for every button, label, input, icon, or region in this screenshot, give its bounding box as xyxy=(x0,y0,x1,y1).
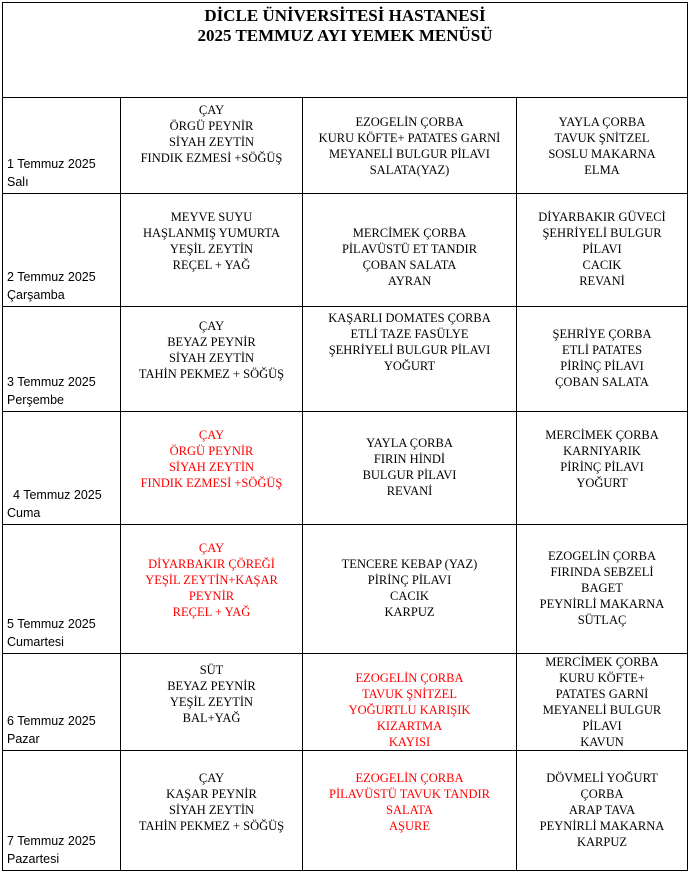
menu-item: PEYNİRLİ MAKARNA xyxy=(539,819,665,833)
dinner-cell xyxy=(517,307,688,412)
menu-title xyxy=(3,3,688,98)
menu-item: AYRAN xyxy=(387,274,432,288)
day-row xyxy=(3,194,688,307)
menu-item: HAŞLANMIŞ YUMURTA xyxy=(142,226,281,240)
menu-item: SÜT xyxy=(199,663,224,677)
date-text: 4 Temmuz 2025 xyxy=(13,488,102,502)
date-text: 5 Temmuz 2025 xyxy=(7,617,96,631)
weekday-text: Pazar xyxy=(7,732,40,746)
title-row xyxy=(3,3,688,98)
menu-item: SİYAH ZEYTİN xyxy=(168,460,255,474)
menu-item: REVANİ xyxy=(579,274,625,288)
menu-item: ÇAY xyxy=(198,771,225,785)
weekday-text: Cumartesi xyxy=(7,635,64,649)
menu-item: TENCERE KEBAP (YAZ) xyxy=(341,557,478,571)
menu-item: TAVUK ŞNİTZEL xyxy=(362,687,457,701)
date-cell xyxy=(3,194,121,307)
menu-item: SİYAH ZEYTİN xyxy=(168,803,255,817)
menu-item: BULGUR PİLAVI xyxy=(362,468,457,482)
menu-item: ÇAY xyxy=(198,319,225,333)
dinner-cell xyxy=(517,751,688,871)
menu-item: SÜTLAÇ xyxy=(577,613,627,627)
day-row xyxy=(3,751,688,871)
menu-item: FIRIN HİNDİ xyxy=(373,452,446,466)
title-line-1: DİCLE ÜNİVERSİTESİ HASTANESİ xyxy=(204,6,486,25)
date-cell xyxy=(3,525,121,654)
breakfast-cell xyxy=(121,654,303,751)
date-text: 7 Temmuz 2025 xyxy=(7,834,96,848)
menu-item: YAYLA ÇORBA xyxy=(558,115,646,129)
menu-item: AŞURE xyxy=(389,819,430,833)
breakfast-cell xyxy=(121,194,303,307)
weekday-text: Pazartesi xyxy=(7,852,60,866)
dinner-cell xyxy=(517,525,688,654)
lunch-cell xyxy=(303,751,517,871)
menu-item: PİRİNÇ PİLAVI xyxy=(367,573,452,587)
menu-item: SOSLU MAKARNA xyxy=(548,147,656,161)
menu-item: PİLAVÜSTÜ TAVUK TANDIR xyxy=(329,787,490,801)
dinner-cell xyxy=(517,654,688,751)
menu-item: KURU KÖFTE+ xyxy=(559,671,645,685)
menu-item: SALATA(YAZ) xyxy=(369,163,450,177)
menu-item: ŞEHRİYE ÇORBA xyxy=(552,327,652,341)
weekday-text: Çarşamba xyxy=(7,288,65,302)
menu-item: FINDIK EZMESİ +SÖĞÜŞ xyxy=(140,476,283,490)
menu-item: PİRİNÇ PİLAVI xyxy=(560,460,644,474)
day-row xyxy=(3,654,688,751)
menu-item: KARNIYARIK xyxy=(563,444,641,458)
date-text: 3 Temmuz 2025 xyxy=(7,375,96,389)
menu-item: ARAP TAVA xyxy=(568,803,636,817)
date-text: 1 Temmuz 2025 xyxy=(7,157,96,171)
menu-item: BAGET xyxy=(581,581,623,595)
menu-item: YOĞURT xyxy=(383,359,436,373)
breakfast-cell xyxy=(121,525,303,654)
dinner-cell xyxy=(517,194,688,307)
date-cell xyxy=(3,98,121,194)
menu-item: ELMA xyxy=(584,163,620,177)
menu-item: BAL+YAĞ xyxy=(182,711,241,725)
breakfast-cell xyxy=(121,751,303,871)
lunch-cell xyxy=(303,654,517,751)
menu-item: CACIK xyxy=(582,258,622,272)
date-cell xyxy=(3,412,121,525)
menu-item: CACIK xyxy=(390,589,429,603)
menu-item: ÖRGÜ PEYNİR xyxy=(169,444,254,458)
menu-item: SALATA xyxy=(386,803,433,817)
lunch-cell xyxy=(303,194,517,307)
menu-item: REVANİ xyxy=(386,484,433,498)
date-cell xyxy=(3,751,121,871)
menu-item: MEYVE SUYU xyxy=(170,210,253,224)
menu-item: PEYNİRLİ MAKARNA xyxy=(539,597,665,611)
menu-item: KAVUN xyxy=(580,735,624,749)
menu-item: MERCİMEK ÇORBA xyxy=(545,655,659,669)
menu-item: ÇAY xyxy=(198,541,225,555)
menu-item: KARPUZ xyxy=(577,835,628,849)
menu-item: PEYNİR xyxy=(188,589,235,603)
menu-item: ÇAY xyxy=(198,428,225,442)
day-row xyxy=(3,412,688,525)
menu-item: ŞEHRİYELİ BULGUR PİLAVI xyxy=(328,343,491,357)
title-line-2: 2025 TEMMUZ AYI YEMEK MENÜSÜ xyxy=(197,26,493,45)
weekday-text: Perşembe xyxy=(7,393,64,407)
menu-item: PİLAVÜSTÜ ET TANDIR xyxy=(341,242,478,256)
menu-item: ÇOBAN SALATA xyxy=(362,258,457,272)
menu-item: PİLAVI xyxy=(582,242,622,256)
menu-item: MERCİMEK ÇORBA xyxy=(545,428,659,442)
lunch-cell xyxy=(303,412,517,525)
weekday-text: Salı xyxy=(7,175,29,189)
lunch-cell xyxy=(303,525,517,654)
dinner-cell xyxy=(517,412,688,525)
menu-item: EZOGELİN ÇORBA xyxy=(355,771,464,785)
weekday-text: Cuma xyxy=(7,506,41,520)
menu-item: KIZARTMA xyxy=(376,719,443,733)
menu-item: BEYAZ PEYNİR xyxy=(167,679,256,693)
menu-item: ETLİ TAZE FASÜLYE xyxy=(350,327,469,341)
day-row xyxy=(3,98,688,194)
date-cell xyxy=(3,654,121,751)
menu-item: FINDIK EZMESİ +SÖĞÜŞ xyxy=(140,151,283,165)
menu-item: ÇORBA xyxy=(580,787,624,801)
menu-item: TAHİN PEKMEZ + SÖĞÜŞ xyxy=(138,819,285,833)
menu-item: REÇEL + YAĞ xyxy=(172,605,251,619)
menu-item: YOĞURT xyxy=(576,476,628,490)
lunch-cell xyxy=(303,307,517,412)
menu-item: YEŞİL ZEYTİN xyxy=(169,242,254,256)
breakfast-cell xyxy=(121,412,303,525)
menu-item: YEŞİL ZEYTİN xyxy=(169,695,254,709)
menu-item: KAŞAR PEYNİR xyxy=(166,787,257,801)
lunch-cell xyxy=(303,98,517,194)
menu-item: ÇOBAN SALATA xyxy=(555,375,649,389)
breakfast-cell xyxy=(121,98,303,194)
menu-item: ŞEHRİYELİ BULGUR xyxy=(542,226,662,240)
date-text: 2 Temmuz 2025 xyxy=(7,270,96,284)
menu-item: EZOGELİN ÇORBA xyxy=(355,115,464,129)
menu-item: ETLİ PATATES xyxy=(561,343,643,357)
menu-item: YAYLA ÇORBA xyxy=(366,436,453,450)
menu-item: YEŞİL ZEYTİN+KAŞAR xyxy=(145,573,278,587)
menu-item: MEYANELİ BULGUR PİLAVI xyxy=(329,147,490,161)
menu-sheet xyxy=(2,2,687,869)
menu-item: TAHİN PEKMEZ + SÖĞÜŞ xyxy=(138,367,285,381)
menu-item: MEYANELİ BULGUR xyxy=(542,703,662,717)
menu-item: ÖRGÜ PEYNİR xyxy=(169,119,254,133)
menu-item: YOĞURTLU KARIŞIK xyxy=(348,703,471,717)
menu-item: ÇAY xyxy=(198,103,225,117)
dinner-cell xyxy=(517,98,688,194)
menu-item: BEYAZ PEYNİR xyxy=(167,335,256,349)
menu-item: TAVUK ŞNİTZEL xyxy=(554,131,650,145)
day-row xyxy=(3,525,688,654)
menu-item: PATATES GARNİ xyxy=(555,687,649,701)
menu-item: MERCİMEK ÇORBA xyxy=(352,226,467,240)
menu-item: DİYARBAKIR ÇÖREĞİ xyxy=(148,557,275,571)
menu-item: KAŞARLI DOMATES ÇORBA xyxy=(328,311,491,325)
day-row xyxy=(3,307,688,412)
breakfast-cell xyxy=(121,307,303,412)
menu-item: PİRİNÇ PİLAVI xyxy=(560,359,644,373)
menu-item: FIRINDA SEBZELİ xyxy=(550,565,654,579)
menu-item: SİYAH ZEYTİN xyxy=(168,135,255,149)
menu-item: DİYARBAKIR GÜVECİ xyxy=(538,210,666,224)
menu-item: REÇEL + YAĞ xyxy=(172,258,251,272)
date-text: 6 Temmuz 2025 xyxy=(7,714,96,728)
menu-item: EZOGELİN ÇORBA xyxy=(355,671,464,685)
menu-item: KARPUZ xyxy=(384,605,435,619)
menu-table xyxy=(2,2,688,871)
menu-item: PİLAVI xyxy=(582,719,622,733)
menu-item: SİYAH ZEYTİN xyxy=(168,351,255,365)
date-cell xyxy=(3,307,121,412)
menu-item: EZOGELİN ÇORBA xyxy=(548,549,656,563)
menu-item: DÖVMELİ YOĞURT xyxy=(546,771,658,785)
menu-item: KURU KÖFTE+ PATATES GARNİ xyxy=(318,131,501,145)
menu-item: KAYISI xyxy=(388,735,431,749)
